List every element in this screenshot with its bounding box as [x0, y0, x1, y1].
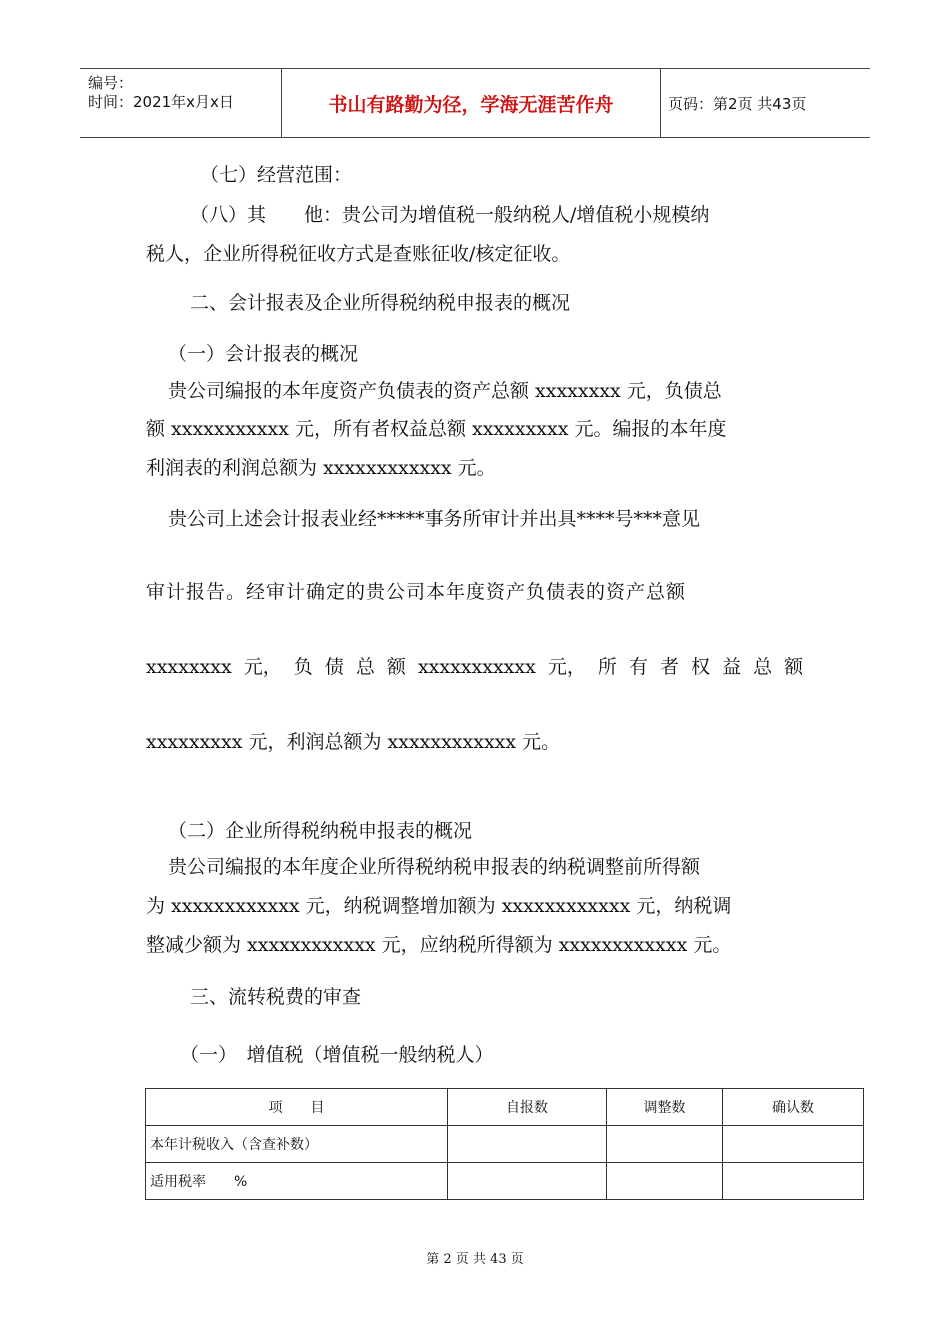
table-header-row — [146, 1089, 864, 1126]
paragraph-income-tax-line3: 整减少额为 xxxxxxxxxxxx 元，应纳税所得额为 xxxxxxxxxxxx 元。 — [146, 934, 732, 956]
paragraph-audit-line3: xxxxxxxx 元， 负 债 总 额 xxxxxxxxxxx 元， 所 有 者 权 益 总 额 — [146, 656, 804, 678]
paragraph-audit-line4: xxxxxxxxx 元，利润总额为 xxxxxxxxxxxx 元。 — [146, 731, 561, 753]
paragraph-other-line1: （八）其 他：贵公司为增值税一般纳税人/增值税小规模纳 — [190, 204, 710, 226]
table-row — [146, 1126, 864, 1163]
paragraph-income-tax-line2: 为 xxxxxxxxxxxx 元，纳税调整增加额为 xxxxxxxxxxxx 元，纳税调 — [146, 895, 732, 917]
header-meta — [80, 69, 280, 137]
paragraph-business-scope: （七）经营范围： — [200, 164, 353, 186]
paragraph-income-tax-line1: 贵公司编报的本年度企业所得税纳税申报表的纳税调整前所得额 — [168, 856, 701, 878]
table-header-cell: 确认数 — [723, 1089, 864, 1126]
paragraph-statements-line1: 贵公司编报的本年度资产负债表的资产总额 xxxxxxxx 元，负债总 — [168, 380, 722, 402]
table-cell — [607, 1163, 723, 1200]
section-heading-2: 二、会计报表及企业所得税纳税申报表的概况 — [190, 292, 571, 314]
table-cell: 本年计税收入（含查补数） — [146, 1126, 448, 1163]
document-number-label: 编号： — [88, 74, 134, 92]
table-cell — [723, 1126, 864, 1163]
subheading-vat: （一） 增值税（增值税一般纳税人） — [180, 1044, 494, 1066]
paragraph-statements-line3: 利润表的利润总额为 xxxxxxxxxxxx 元。 — [146, 457, 496, 479]
table-cell: 适用税率 % — [146, 1163, 448, 1200]
table-cell — [448, 1126, 607, 1163]
vat-table — [145, 1088, 864, 1200]
table-header-cell: 项 目 — [146, 1089, 448, 1126]
page-header — [80, 68, 870, 138]
document-date-label: 时间：2021年x月x日 — [88, 93, 234, 111]
table-header-cell: 自报数 — [448, 1089, 607, 1126]
table-cell — [723, 1163, 864, 1200]
paragraph-other-line2: 税人，企业所得税征收方式是查账征收/核定征收。 — [146, 243, 571, 265]
header-page-number: 页码：第2页 共43页 — [668, 94, 807, 113]
section-heading-3: 三、流转税费的审查 — [190, 986, 362, 1008]
table-row — [146, 1163, 864, 1200]
page-footer: 第 2 页 共 43 页 — [426, 1252, 524, 1267]
table-cell — [607, 1126, 723, 1163]
subheading-income-tax-return: （二）企业所得税纳税申报表的概况 — [168, 820, 473, 842]
paragraph-audit-line1: 贵公司上述会计报表业经*****事务所审计并出具****号***意见 — [168, 508, 701, 530]
table-header-cell: 调整数 — [607, 1089, 723, 1126]
subheading-accounting-statements: （一）会计报表的概况 — [168, 343, 359, 365]
paragraph-statements-line2: 额 xxxxxxxxxxx 元，所有者权益总额 xxxxxxxxx 元。编报的本年度 — [146, 418, 727, 440]
paragraph-audit-line2: 审计报告。经审计确定的贵公司本年度资产负债表的资产总额 — [146, 581, 687, 603]
header-motto: 书山有路勤为径，学海无涯苦作舟 — [281, 69, 661, 137]
table-cell — [448, 1163, 607, 1200]
